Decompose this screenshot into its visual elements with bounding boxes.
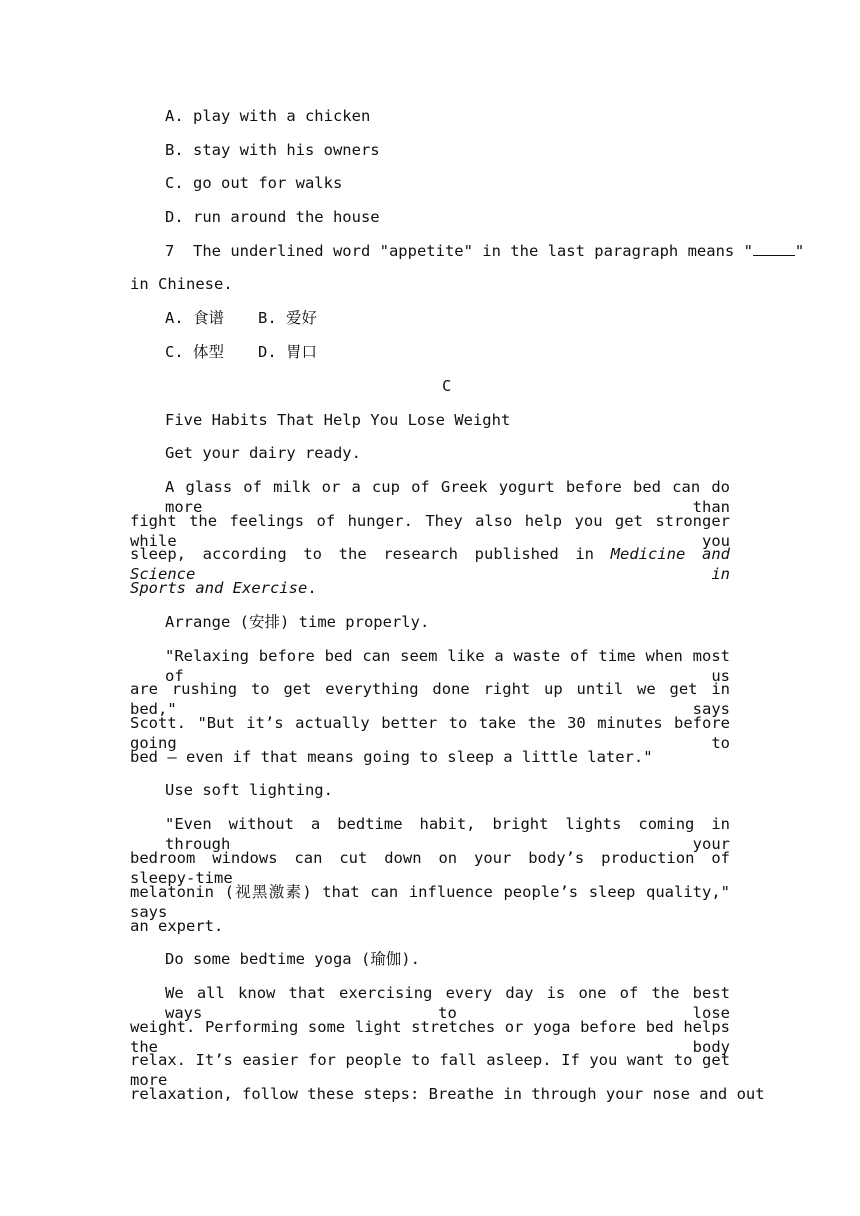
- q7-stem-start: 7 The underlined word "appetite" in the last paragraph means ": [165, 242, 753, 260]
- habit-heading-1: Get your dairy ready.: [165, 444, 361, 462]
- paragraph-1-line-3: sleep, according to the research published in Medicine and Science in: [130, 545, 730, 583]
- q7-options-row-2: [165, 342, 317, 362]
- journal-title-cont: Sports and Exercise: [130, 579, 308, 597]
- paragraph-1-line-1: A glass of milk or a cup of Greek yogurt before bed can do more than: [165, 478, 730, 516]
- q7-option-a: A. 食谱: [165, 309, 224, 327]
- q6-option-c: C. go out for walks: [165, 174, 343, 192]
- habit-heading-2: Arrange (安排) time properly.: [165, 613, 430, 631]
- q7-option-d: D. 胃口: [258, 343, 317, 361]
- paragraph-3-line-2: bedroom windows can cut down on your body’s production of sleepy-time: [130, 849, 730, 887]
- paragraph-3-line-4: an expert.: [130, 917, 224, 935]
- habit-heading-4: Do some bedtime yoga (瑜伽).: [165, 950, 420, 968]
- paragraph-2-line-4: bed — even if that means going to sleep a little later.": [130, 748, 653, 766]
- paragraph-4-line-2: weight. Performing some light stretches or yoga before bed helps the body: [130, 1018, 730, 1056]
- q7-options-row-1: [165, 308, 317, 328]
- section-letter: C: [442, 377, 452, 395]
- answer-blank: [753, 241, 795, 256]
- paragraph-2-line-2: are rushing to get everything done right up until we get in bed," says: [130, 680, 730, 718]
- passage-title: Five Habits That Help You Lose Weight: [165, 411, 511, 429]
- paragraph-1-line-4: Sports and Exercise.: [130, 579, 317, 597]
- habit-heading-3: Use soft lighting.: [165, 781, 333, 799]
- paragraph-3-line-1: "Even without a bedtime habit, bright lights coming in through your: [165, 815, 730, 853]
- q7-option-c: C. 体型: [165, 343, 224, 361]
- q6-option-d: D. run around the house: [165, 208, 380, 226]
- paragraph-4-line-1: We all know that exercising every day is one of the best ways to lose: [165, 984, 730, 1022]
- paragraph-4-line-3: relax. It’s easier for people to fall asleep. If you want to get more: [130, 1051, 730, 1089]
- q7-stem-end: ": [794, 242, 805, 260]
- q7-option-b: B. 爱好: [258, 309, 317, 327]
- journal-title: Medicine and Science in: [130, 545, 730, 583]
- paragraph-4-line-4: relaxation, follow these steps: Breathe in through your nose and out: [130, 1085, 765, 1103]
- paragraph-2-line-3: Scott. "But it’s actually better to take the 30 minutes before going to: [130, 714, 730, 752]
- q7-stem: [165, 241, 804, 261]
- q6-option-b: B. stay with his owners: [165, 141, 380, 159]
- paragraph-3-line-3: melatonin (视黑激素) that can influence people’s sleep quality," says: [130, 883, 730, 921]
- q7-stem-continued: in Chinese.: [130, 275, 233, 293]
- paragraph-2-line-1: "Relaxing before bed can seem like a waste of time when most of us: [165, 647, 730, 685]
- q6-option-a: A. play with a chicken: [165, 107, 371, 125]
- paragraph-1-line-2: fight the feelings of hunger. They also help you get stronger while you: [130, 512, 730, 550]
